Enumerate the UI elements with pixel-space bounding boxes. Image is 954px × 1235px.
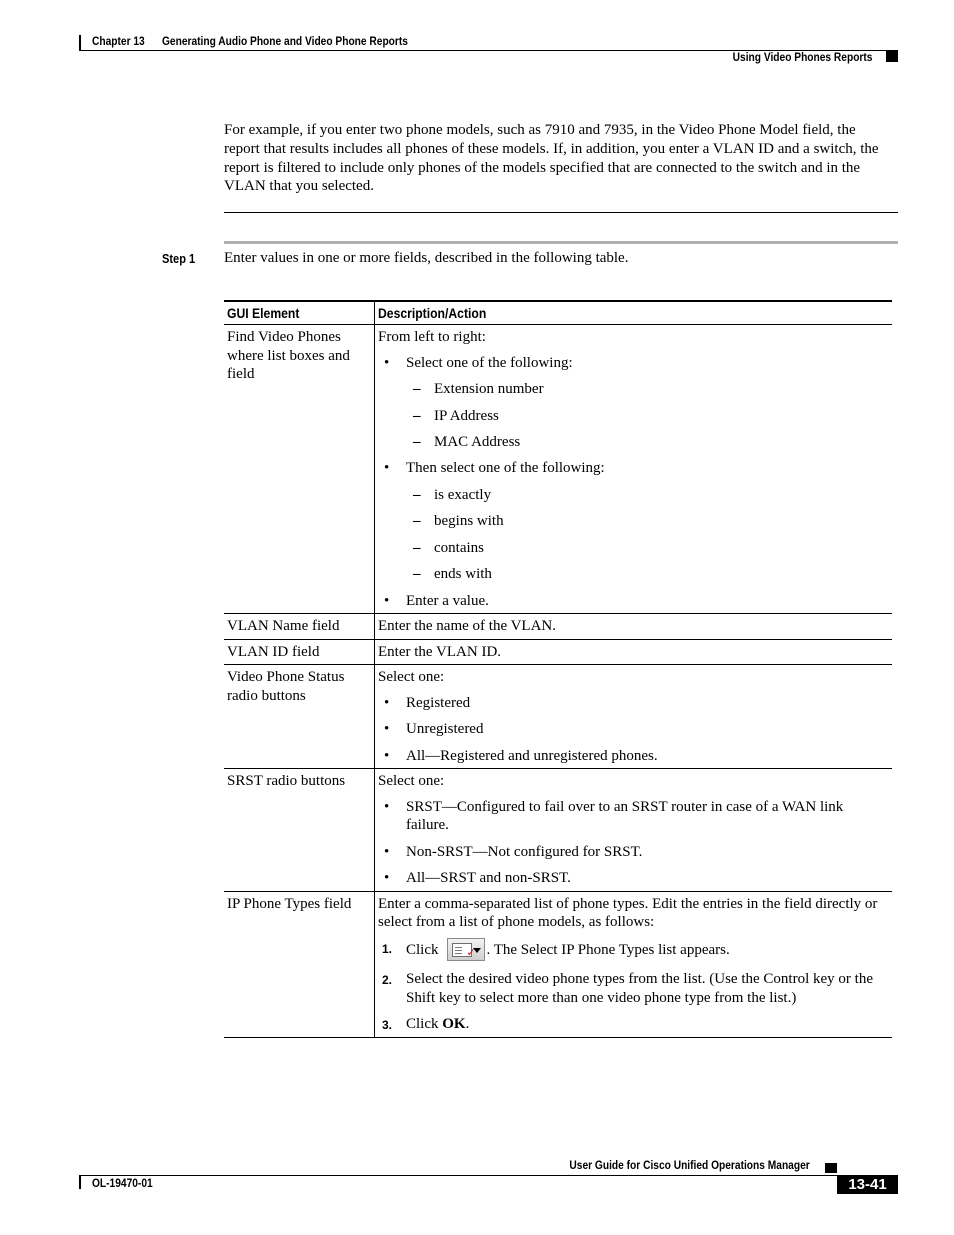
- table-row: [224, 769, 892, 892]
- table-row: [224, 325, 892, 614]
- row-description: Enter the name of the VLAN.: [375, 614, 893, 640]
- list-item: [378, 1015, 888, 1034]
- description-lead: From left to right:: [378, 329, 486, 345]
- list-item: • Registered: [378, 694, 888, 713]
- bullet-list: [378, 798, 888, 888]
- checklist-icon: ✓: [452, 943, 472, 957]
- row-element-name: Video Phone Status radio buttons: [224, 665, 375, 769]
- list-item: • All—SRST and non-SRST.: [378, 869, 888, 888]
- list-item: • Non-SRST—Not configured for SRST.: [378, 843, 888, 862]
- header-left-bar: [79, 35, 81, 51]
- row-element-name: VLAN ID field: [224, 639, 375, 665]
- description-lead: Select one:: [378, 773, 445, 790]
- row-description: [375, 891, 893, 1037]
- footer-doc-number: OL-19470-01: [92, 1176, 153, 1190]
- row-description: [375, 325, 893, 614]
- list-item: – ends with: [406, 565, 888, 584]
- step-number: 1.: [382, 942, 393, 957]
- list-item: [378, 939, 888, 962]
- step-text: .: [465, 1016, 470, 1033]
- step-text: Enter values in one or more fields, described in the following table.: [224, 250, 629, 266]
- table-header-row: [224, 301, 892, 325]
- footer-rule: [79, 1175, 898, 1176]
- row-element-name: IP Phone Types field: [224, 891, 375, 1037]
- list-item: – IP Address: [406, 407, 888, 426]
- header-marker: [886, 51, 898, 62]
- list-item: [378, 970, 888, 1007]
- header-chapter-title: Generating Audio Phone and Video Phone Reports: [162, 34, 408, 48]
- step-number: 3.: [382, 1018, 393, 1033]
- list-item-text: Then select one of the following:: [406, 460, 605, 477]
- dash-list: [406, 486, 888, 584]
- dropdown-arrow-icon: [473, 948, 481, 953]
- list-item: – contains: [406, 539, 888, 558]
- step-text: . The Select IP Phone Types list appears.: [486, 941, 730, 958]
- list-item-text: Select one of the following:: [406, 354, 573, 371]
- footer-marker: [825, 1163, 837, 1173]
- step-label: Step 1: [162, 251, 196, 266]
- step-text: Select the desired video phone types from the list. (Use the Control key or the Shift key to select more than one video phone type from the list.): [406, 971, 873, 1006]
- ok-label: OK: [442, 1016, 466, 1033]
- row-description: Enter the VLAN ID.: [375, 639, 893, 665]
- header-chapter: Chapter 13: [92, 34, 145, 48]
- header-section-title: Using Video Phones Reports: [732, 50, 872, 64]
- numbered-steps: [378, 939, 888, 1034]
- list-item: • All—Registered and unregistered phones.: [378, 747, 888, 766]
- list-item: – Extension number: [406, 380, 888, 399]
- list-item: – is exactly: [406, 486, 888, 505]
- list-item: – begins with: [406, 512, 888, 531]
- gui-element-table: [224, 300, 892, 1038]
- list-item: – MAC Address: [406, 433, 888, 452]
- list-picker-icon[interactable]: [447, 938, 485, 961]
- step-rule: [224, 241, 898, 244]
- step-text: Click: [406, 941, 439, 958]
- step-number: 2.: [382, 973, 393, 988]
- row-element-name: Find Video Phones where list boxes and field: [224, 325, 375, 614]
- table-row: [224, 891, 892, 1037]
- table-row: [224, 665, 892, 769]
- row-description: [375, 769, 893, 892]
- bullet-list: [378, 694, 888, 765]
- column-header-gui-element: GUI Element: [224, 301, 375, 325]
- footer-left-bar: [79, 1175, 81, 1189]
- row-element-name: SRST radio buttons: [224, 769, 375, 892]
- step-text: Click: [406, 1016, 443, 1033]
- row-description: [375, 665, 893, 769]
- intro-paragraph: For example, if you enter two phone models, such as 7910 and 7935, in the Video Phone Model field, the report that results includes all phones of these models. If, in addition, you enter a VLAN ID and a switch, the report is filtered to include only phones of the models specified that are connected to the switch and in the VLAN that you selected.: [224, 122, 879, 195]
- section-rule: [224, 212, 898, 213]
- list-item: • Unregistered: [378, 720, 888, 739]
- dash-list: [406, 380, 888, 451]
- list-item: [378, 354, 888, 452]
- footer-guide-title: User Guide for Cisco Unified Operations Manager: [569, 1158, 810, 1172]
- page-number: 13-41: [837, 1175, 898, 1194]
- column-header-description: Description/Action: [375, 301, 893, 325]
- list-item: • SRST—Configured to fail over to an SRST router in case of a WAN link failure.: [378, 798, 888, 835]
- row-element-name: VLAN Name field: [224, 614, 375, 640]
- list-item: • Enter a value.: [378, 592, 888, 611]
- description-lead: Select one:: [378, 669, 445, 686]
- bullet-list: [378, 354, 888, 611]
- list-item: [378, 459, 888, 583]
- table-row: [224, 614, 892, 640]
- description-lead: Enter a comma-separated list of phone types. Edit the entries in the field directly or select from a list of phone models, as follows:: [378, 895, 878, 931]
- table-row: [224, 639, 892, 665]
